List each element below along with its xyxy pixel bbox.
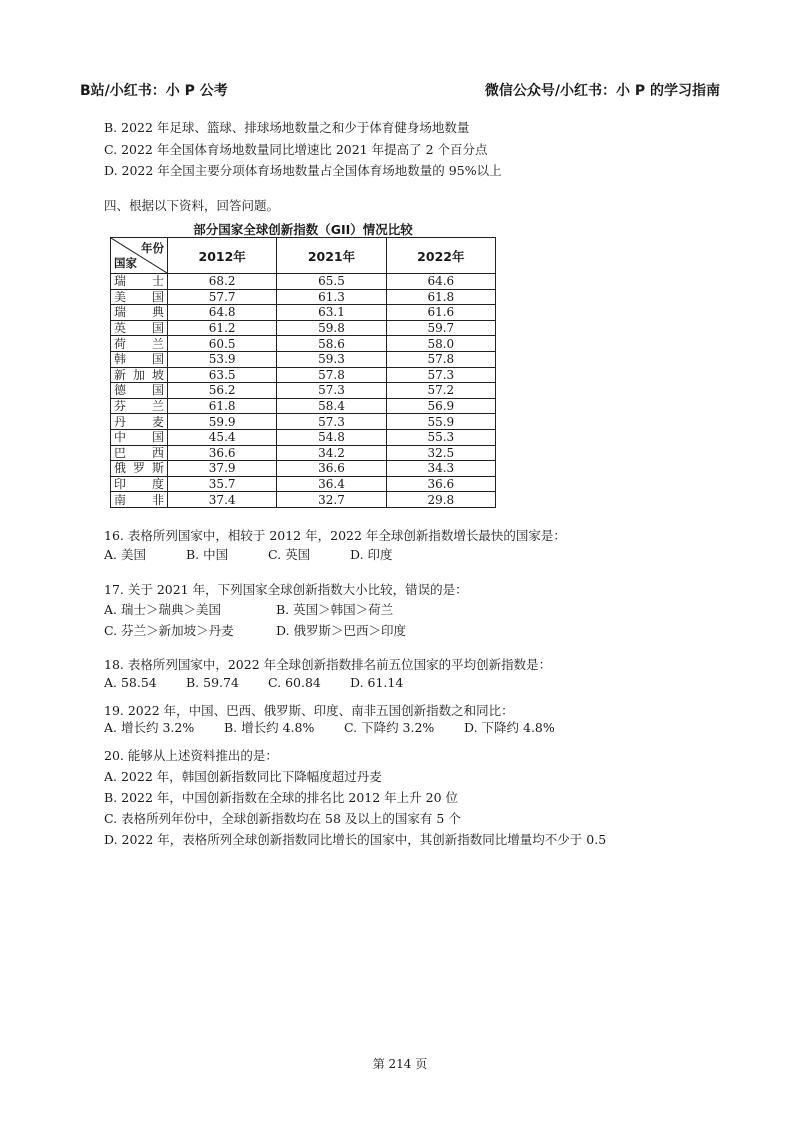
q18-stem: 18. 表格所列国家中，2022 年全球创新指数排名前五位国家的平均创新指数是： [104,657,552,672]
value-cell: 59.8 [277,320,386,336]
prev-option-b: B. 2022 年足球、篮球、排球场地数量之和少于体育健身场地数量 [104,120,470,135]
value-cell: 61.3 [277,289,386,305]
value-cell: 65.5 [277,274,386,290]
value-cell: 64.8 [168,305,277,321]
table-header-row [111,238,496,274]
table-row [111,383,496,399]
q17-stem: 17. 关于 2021 年，下列国家全球创新指数大小比较，错误的是： [104,582,468,597]
value-cell: 57.3 [386,367,495,383]
q19-option-d: D. 下降约 4.8% [464,720,555,735]
value-cell: 61.8 [386,289,495,305]
prev-option-c: C. 2022 年全国体育场地数量同比增速比 2021 年提高了 2 个百分点 [104,142,488,157]
value-cell: 58.0 [386,336,495,352]
q18-option-d: D. 61.14 [350,675,404,690]
table-row [111,351,496,367]
value-cell: 35.7 [168,476,277,492]
q17-option-a: A. 瑞士＞瑞典＞美国 [104,602,221,617]
table-row [111,492,496,508]
q19-stem: 19. 2022 年，中国、巴西、俄罗斯、印度、南非五国创新指数之和同比： [104,703,514,718]
value-cell: 32.5 [386,445,495,461]
value-cell: 37.9 [168,461,277,477]
q16-option-d: D. 印度 [350,547,393,562]
column-header-2022: 2022年 [386,238,495,274]
column-header-2021: 2021年 [277,238,386,274]
table-corner-header [111,238,168,274]
table-row [111,336,496,352]
value-cell: 68.2 [168,274,277,290]
value-cell: 36.6 [386,476,495,492]
value-cell: 56.9 [386,398,495,414]
q17-option-d: D. 俄罗斯＞巴西＞印度 [276,623,407,638]
value-cell: 59.3 [277,351,386,367]
q18-option-c: C. 60.84 [268,675,321,690]
country-cell: 巴西 [111,445,168,461]
value-cell: 59.9 [168,414,277,430]
q16-stem: 16. 表格所列国家中，相较于 2012 年，2022 年全球创新指数增长最快的国家是： [104,528,566,543]
value-cell: 61.6 [386,305,495,321]
value-cell: 57.3 [277,414,386,430]
value-cell: 34.2 [277,445,386,461]
value-cell: 63.5 [168,367,277,383]
value-cell: 57.8 [386,351,495,367]
country-cell: 美国 [111,289,168,305]
value-cell: 58.4 [277,398,386,414]
column-header-2012: 2012年 [168,238,277,274]
q17-option-c: C. 芬兰＞新加坡＞丹麦 [104,623,234,638]
q18-option-a: A. 58.54 [104,675,157,690]
q16-option-c: C. 英国 [268,547,311,562]
q20-option-b: B. 2022 年，中国创新指数在全球的排名比 2012 年上升 20 位 [104,790,459,805]
header-left-text: B站/小红书：小 P 公考 [80,83,228,99]
table-row [111,367,496,383]
value-cell: 60.5 [168,336,277,352]
header-right-text: 微信公众号/小红书：小 P 的学习指南 [484,83,720,99]
header-year-label: 年份 [141,241,164,255]
value-cell: 32.7 [277,492,386,508]
country-cell: 中国 [111,429,168,445]
value-cell: 56.2 [168,383,277,399]
value-cell: 57.8 [277,367,386,383]
q16-option-b: B. 中国 [186,547,229,562]
country-cell: 瑞典 [111,305,168,321]
q18-option-b: B. 59.74 [186,675,239,690]
value-cell: 36.4 [277,476,386,492]
value-cell: 57.3 [277,383,386,399]
value-cell: 34.3 [386,461,495,477]
table-row [111,414,496,430]
value-cell: 64.6 [386,274,495,290]
value-cell: 55.9 [386,414,495,430]
q19-option-c: C. 下降约 3.2% [344,720,435,735]
q19-option-a: A. 增长约 3.2% [104,720,195,735]
country-cell: 韩国 [111,351,168,367]
table-row [111,289,496,305]
table-row [111,274,496,290]
country-cell: 丹麦 [111,414,168,430]
table-caption: 部分国家全球创新指数（GII）情况比较 [193,222,413,237]
table-row [111,429,496,445]
header-country-label: 国家 [114,256,137,270]
gii-table [110,237,496,508]
page-number: 第 214 页 [372,1057,428,1071]
value-cell: 57.2 [386,383,495,399]
value-cell: 45.4 [168,429,277,445]
country-cell: 南非 [111,492,168,508]
value-cell: 61.2 [168,320,277,336]
q20-option-d: D. 2022 年，表格所列全球创新指数同比增长的国家中，其创新指数同比增量均不少于 0.5 [104,832,607,847]
table-row [111,305,496,321]
value-cell: 55.3 [386,429,495,445]
table-row [111,445,496,461]
country-cell: 俄罗斯 [111,461,168,477]
country-cell: 印度 [111,476,168,492]
q20-option-c: C. 表格所列年份中，全球创新指数均在 58 及以上的国家有 5 个 [104,811,461,826]
section-title: 四、根据以下资料，回答问题。 [104,198,280,213]
q20-stem: 20. 能够从上述资料推出的是： [104,748,278,763]
table-row [111,476,496,492]
table-row [111,461,496,477]
value-cell: 61.8 [168,398,277,414]
value-cell: 57.7 [168,289,277,305]
q16-option-a: A. 美国 [104,547,146,562]
country-cell: 新加坡 [111,367,168,383]
country-cell: 德国 [111,383,168,399]
table-row [111,398,496,414]
q17-option-b: B. 英国＞韩国＞荷兰 [276,602,394,617]
country-cell: 英国 [111,320,168,336]
value-cell: 36.6 [168,445,277,461]
country-cell: 芬兰 [111,398,168,414]
value-cell: 58.6 [277,336,386,352]
prev-option-d: D. 2022 年全国主要分项体育场地数量占全国体育场地数量的 95%以上 [104,163,502,178]
value-cell: 37.4 [168,492,277,508]
value-cell: 29.8 [386,492,495,508]
q19-option-b: B. 增长约 4.8% [224,720,315,735]
value-cell: 54.8 [277,429,386,445]
country-cell: 荷兰 [111,336,168,352]
value-cell: 59.7 [386,320,495,336]
page-header [80,80,720,100]
value-cell: 53.9 [168,351,277,367]
table-row [111,320,496,336]
country-cell: 瑞士 [111,274,168,290]
value-cell: 63.1 [277,305,386,321]
value-cell: 36.6 [277,461,386,477]
q20-option-a: A. 2022 年，韩国创新指数同比下降幅度超过丹麦 [104,769,382,784]
